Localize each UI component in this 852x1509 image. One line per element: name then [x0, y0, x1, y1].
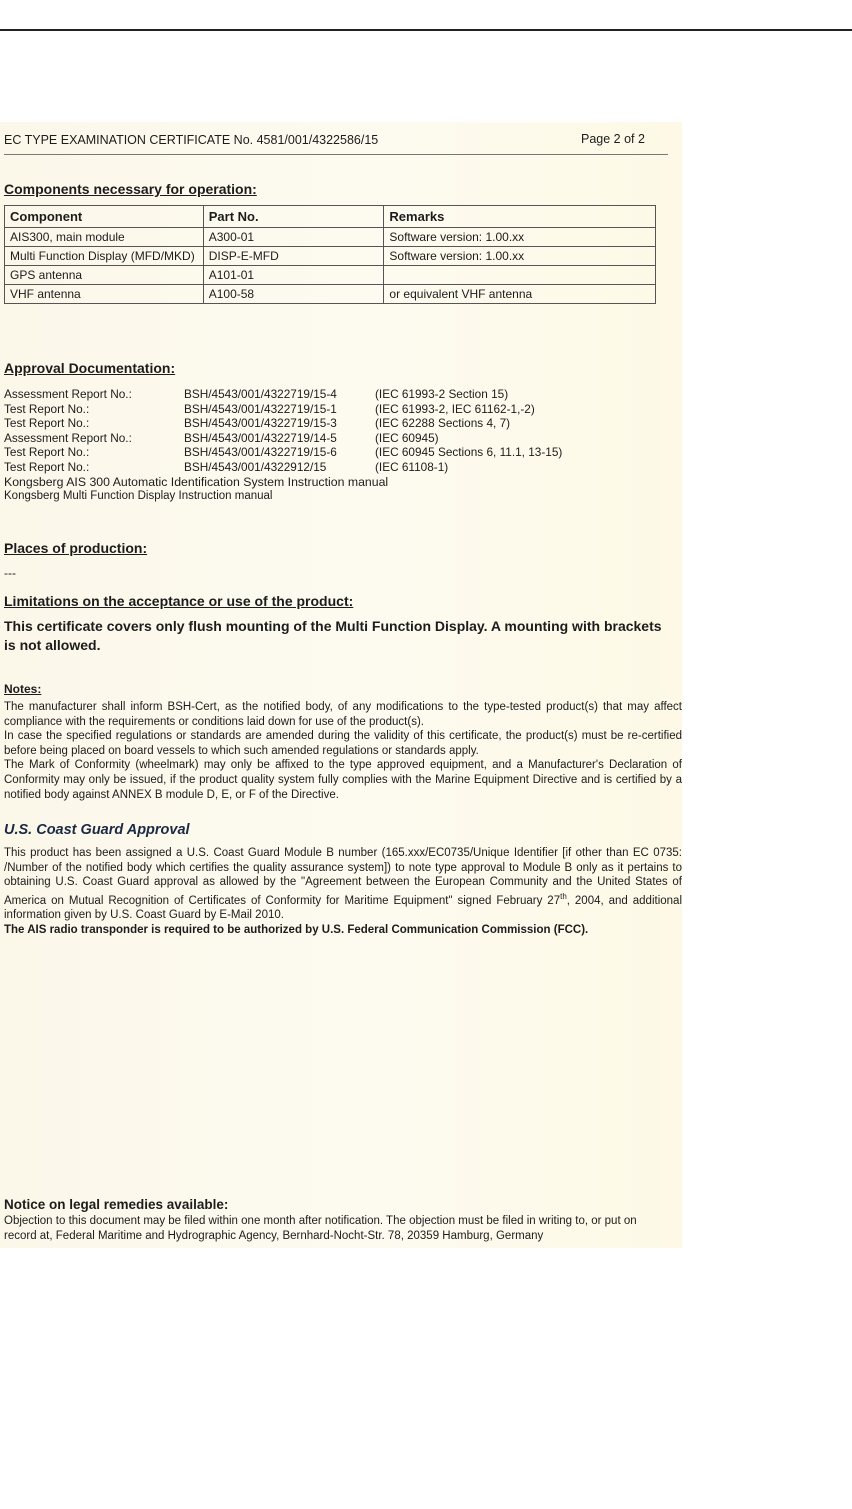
uscg-paragraph: [4, 846, 682, 923]
cell-part: A101-01: [203, 266, 384, 285]
column-header: Remarks: [384, 206, 656, 228]
doc-ref: (IEC 61993-2, IEC 61162-1,-2): [375, 401, 535, 416]
cell-component: AIS300, main module: [5, 228, 204, 247]
doc-ref: (IEC 61108-1): [375, 459, 449, 474]
legal-heading: Notice on legal remedies available:: [4, 1197, 229, 1212]
list-item: [4, 387, 562, 402]
uscg-text: [4, 846, 682, 937]
cell-part: DISP-E-MFD: [203, 247, 384, 266]
doc-type: Test Report No.:: [4, 416, 90, 431]
doc-ref: (IEC 60945): [375, 430, 439, 445]
uscg-heading: U.S. Coast Guard Approval: [4, 822, 190, 838]
doc-type: Test Report No.:: [4, 459, 90, 474]
cell-remarks: Software version: 1.00.xx: [384, 247, 656, 266]
note-paragraph: The Mark of Conformity (wheelmark) may only be affixed to the type approved equipment, and a Manufacturer's Declaration of Conformity may only be issued, if the product quality system fully complies with the Marine Equipment Directive and is certified by a notified body against ANNEX B module D, E, or F of the Directive.: [4, 759, 682, 801]
limitations-text: This certificate covers only flush mounting of the Multi Function Display. A mounting with brackets is not allowed.: [4, 618, 662, 653]
approval-heading: Approval Documentation:: [4, 360, 176, 376]
list-item: [4, 445, 562, 460]
cell-remarks: or equivalent VHF antenna: [384, 285, 656, 304]
doc-number: BSH/4543/001/4322719/15-4: [184, 387, 337, 401]
list-item: [4, 460, 562, 475]
list-item: [4, 416, 562, 431]
components-heading: Components necessary for operation:: [4, 181, 257, 197]
legal-text: Objection to this document may be filed within one month after notification. The objection must be filed in writing to, or put on record at, Federal Maritime and Hydrographic Agency, Bernhard-Nocht-Str. 78, 20359 Hamburg, Germany: [4, 1215, 637, 1242]
cell-remarks: [384, 266, 656, 285]
certificate-title: EC TYPE EXAMINATION CERTIFICATE No. 4581/001/4322586/15: [4, 133, 379, 147]
doc-number: BSH/4543/001/4322719/15-3: [184, 416, 337, 431]
doc-number: BSH/4543/001/4322719/15-1: [184, 401, 337, 416]
manual-ais: Kongsberg AIS 300 Automatic Identification System Instruction manual: [4, 474, 389, 489]
doc-ref: (IEC 61993-2 Section 15): [375, 387, 509, 401]
table-row: [5, 266, 656, 285]
uscg-date-suffix: th: [560, 891, 567, 901]
doc-type: Test Report No.:: [4, 401, 90, 416]
approval-documents: [4, 387, 562, 504]
table-row: [5, 247, 656, 266]
doc-ref: (IEC 62288 Sections 4, 7): [375, 416, 511, 431]
components-table: [4, 205, 656, 304]
cell-part: A100-58: [203, 285, 384, 304]
column-header: Component: [5, 206, 204, 228]
doc-type: Assessment Report No.:: [4, 430, 132, 445]
cell-remarks: Software version: 1.00.xx: [384, 228, 656, 247]
doc-number: BSH/4543/001/4322719/14-5: [184, 430, 337, 445]
cell-part: A300-01: [203, 228, 384, 247]
doc-type: Test Report No.:: [4, 445, 90, 460]
column-header: Part No.: [203, 206, 384, 228]
top-rule: [0, 29, 852, 31]
table-row: [5, 228, 656, 247]
cell-component: VHF antenna: [5, 285, 204, 304]
header-divider: [4, 154, 668, 155]
doc-ref: (IEC 60945 Sections 6, 11.1, 13-15): [375, 445, 563, 460]
note-paragraph: In case the specified regulations or standards are amended during the validity of this certificate, the product(s) must be re-certified before being placed on board vessels to which such amended regulations or standards apply.: [4, 730, 682, 757]
notes-heading: Notes:: [4, 682, 42, 696]
doc-number: BSH/4543/001/4322719/15-6: [184, 445, 337, 460]
production-heading: Places of production:: [4, 540, 148, 556]
manual-mfd: Kongsberg Multi Function Display Instruction manual: [4, 490, 273, 503]
list-item: [4, 402, 562, 417]
note-paragraph: The manufacturer shall inform BSH-Cert, as the notified body, of any modifications to the type-tested product(s) that may affect compliance with the requirements or conditions laid down for use of the product(s).: [4, 701, 682, 728]
production-value: ---: [4, 566, 16, 580]
uscg-paragraph-part: This product has been assigned a U.S. Coast Guard Module B number (165.xxx/EC0735/Unique Identifier [if other than EC 0735: /Number of the notified body which certifies the quality assurance system]) to note type approval to Module B only as it pertains to obtaining U.S. Coast Guard approval as allowed by the "Agreement between the European Community and the United States of America on Mutual Recognition of Certificates of Conformity for Maritime Equipment" signed February 27: [4, 847, 682, 907]
table-header-row: [5, 206, 656, 228]
certificate-page: [0, 122, 682, 1248]
fcc-requirement: The AIS radio transponder is required to be authorized by U.S. Federal Communication Commission (FCC).: [4, 923, 589, 936]
doc-type: Assessment Report No.:: [4, 387, 132, 401]
cell-component: Multi Function Display (MFD/MKD): [5, 247, 204, 266]
page-number: Page 2 of 2: [581, 132, 645, 146]
notes-text: [4, 700, 682, 802]
limitations-heading: Limitations on the acceptance or use of the product:: [4, 593, 354, 609]
uscg-paragraph-part: , 2004, and additional information given by U.S. Coast Guard by E-Mail 2010.: [4, 894, 682, 922]
doc-number: BSH/4543/001/4322912/15: [184, 459, 327, 474]
list-item: [4, 431, 562, 446]
cell-component: GPS antenna: [5, 266, 204, 285]
table-row: [5, 285, 656, 304]
